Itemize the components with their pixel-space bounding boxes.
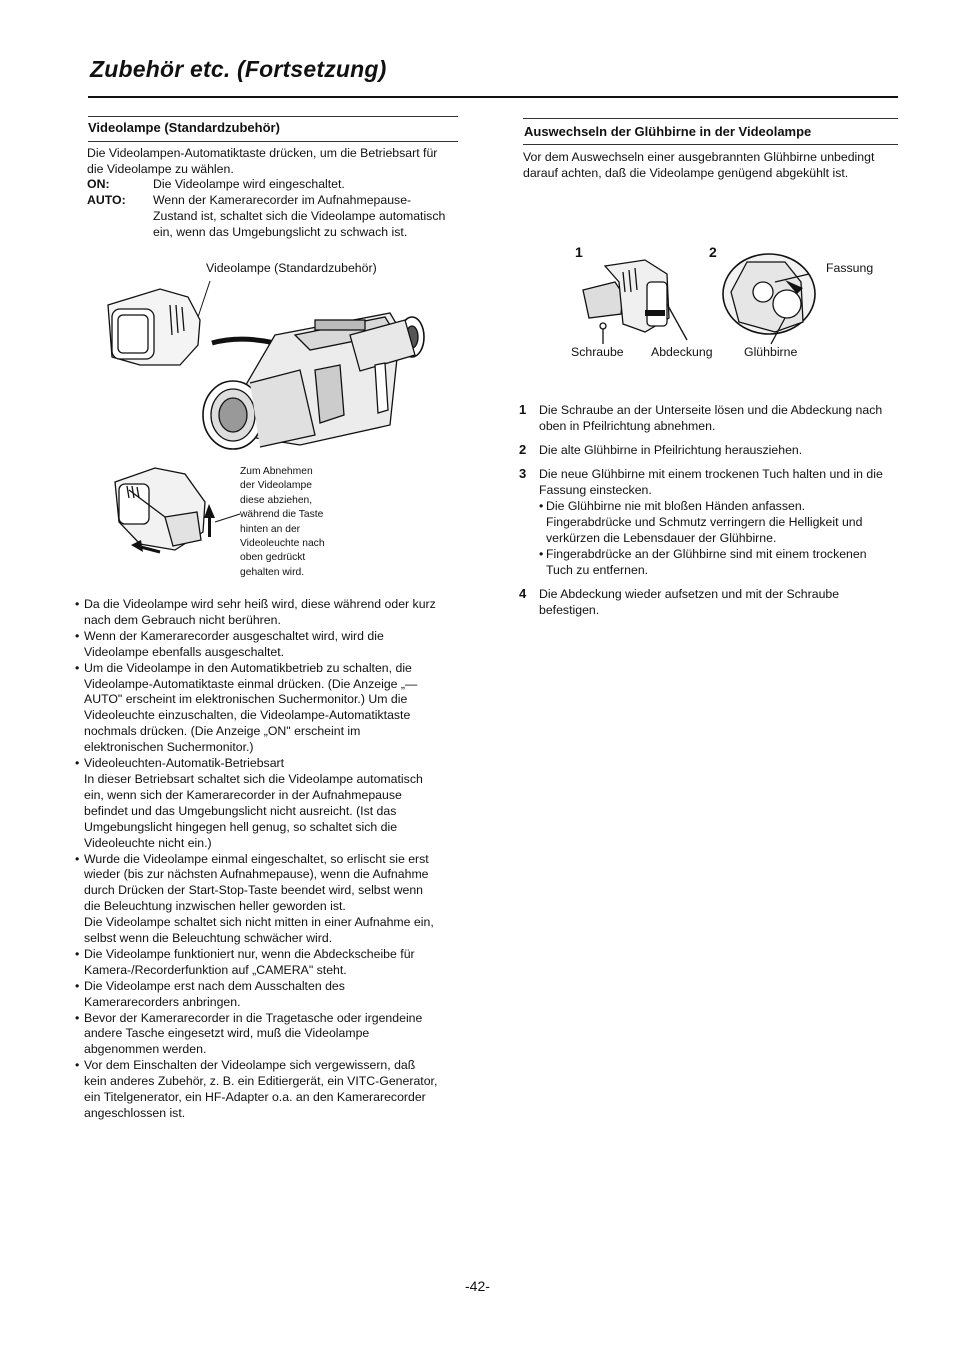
step-sub-item: • Die Glühbirne nie mit bloßen Händen anfassen. Fingerabdrücke und Schmutz verringern die Helligkeit und verkürzen die Lebensdauer der Glühbirne.	[539, 499, 863, 545]
figure-label-videolampe: Videolampe (Standardzubehör)	[206, 261, 377, 275]
section-rule-top	[88, 116, 458, 117]
mode-definitions	[87, 176, 467, 240]
figure-number-1: 1	[575, 244, 583, 260]
caption-line: gehalten wird.	[240, 566, 305, 578]
caption-line: Zum Abnehmen	[240, 466, 313, 477]
page-title: Zubehör etc. (Fortsetzung)	[90, 56, 387, 82]
def-desc: Zustand ist, schaltet sich die Videolampe automatisch	[153, 209, 446, 223]
step-item: 1 Die Schraube an der Unterseite lösen und die Abdeckung nach oben in Pfeilrichtung abnehmen.	[519, 402, 883, 433]
step-sub-item: • Fingerabdrücke an der Glühbirne sind mit einem trockenen Tuch zu entfernen.	[539, 547, 867, 577]
section-rule-top	[523, 118, 898, 119]
caption-line: der Videolampe	[240, 480, 312, 492]
note-extra: In dieser Betriebsart schaltet sich die Videolampe automatisch ein, wenn sich der Kamerarecorder in der Aufnahmepause befindet und das Umgebungslicht nicht ausreicht. (Ist das Umgebungslicht hingegen hell genug, so schaltet sich die Videoleuchte nicht ein.)	[84, 771, 423, 850]
step-number: 3	[519, 466, 527, 481]
note-item: • Vor dem Einschalten der Videolampe sich vergewissern, daß kein anderes Zubehör, z. B. ein Editiergerät, ein VITC-Generator, ein Titelgenerator, ein HF-Adapter o.a. an den Kamerarecorder angeschlossen ist.	[75, 1058, 438, 1120]
left-intro	[87, 145, 467, 177]
camcorder-illustration	[100, 275, 440, 455]
section-heading-videolampe: Videolampe (Standardzubehör)	[88, 120, 280, 135]
note-item: • Wenn der Kamerarecorder ausgeschaltet wird, wird die Videolampe ebenfalls ausgeschaltet.	[75, 628, 384, 659]
intro-line: darauf achten, daß die Videolampe genügend abgekühlt ist.	[523, 166, 849, 180]
def-on	[87, 176, 467, 192]
caption-line: hinten an der	[240, 523, 301, 535]
step-item: 4 Die Abdeckung wieder aufsetzen und mit der Schraube befestigen.	[519, 586, 840, 617]
label-gluehbirne: Glühbirne	[744, 345, 798, 359]
note-item: • Um die Videolampe in den Automatikbetrieb zu schalten, die Videolampe-Automatiktaste einmal drücken. (Die Anzeige „— AUTO" erscheint im elektronischen Suchermonitor.) Um die Videoleuchte einzuschalten, die Videolampe-Automatiktaste nochmals drücken. (Die Anzeige „ON" erscheint im elektronischen Suchermonitor.)	[75, 660, 418, 755]
note-item: • Videoleuchten-Automatik-Betriebsart	[75, 756, 285, 771]
steps-list	[519, 402, 899, 626]
label-fassung: Fassung	[826, 261, 874, 275]
note-item: • Wurde die Videolampe einmal eingeschaltet, so erlischt sie erst wieder (bis zur nächsten Aufnahmepause), wenn die Aufnahme durch Drücken der Start-Stop-Taste beendet wird, selbst wenn die Beleuchtung inzwischen heller geworden ist. Die Videolampe schaltet sich nicht mitten in einer Aufnahme ein, selbst wenn die Beleuchtung schwächer wird.	[75, 851, 434, 946]
step-item: 3 Die neue Glühbirne mit einem trockenen Tuch halten und in die Fassung einstecken. • Die Glühbirne nie mit bloßen Händen anfassen. Fingerabdrücke und Schmutz verringern die Helligkeit und verkürzen die Lebensdauer der Glühbirne. • Fingerabdrücke an der Glühbirne sind mit einem trockenen Tuch zu entfernen.	[519, 466, 883, 577]
note-item: • Da die Videolampe wird sehr heiß wird, diese während oder kurz nach dem Gebrauch nicht berühren.	[75, 597, 436, 627]
label-schraube: Schraube	[571, 345, 624, 359]
def-auto	[87, 192, 467, 240]
notes-list	[75, 597, 455, 1122]
step-number: 2	[519, 442, 527, 457]
caption-line: diese abziehen,	[240, 494, 313, 506]
def-desc: Wenn der Kamerarecorder im Aufnahmepause-	[153, 193, 412, 207]
figure-number-2: 2	[709, 244, 717, 260]
step-number: 1	[519, 402, 527, 417]
section-rule-bottom	[88, 141, 458, 142]
bulb-replacement-illustration	[575, 252, 825, 347]
note-item: • Bevor der Kamerarecorder in die Tragetasche oder irgendeine andere Tasche eingesetzt wird, muß die Videolampe abgenommen werden.	[75, 1010, 423, 1057]
video-lamp-drawing	[108, 289, 200, 365]
right-intro	[523, 149, 903, 181]
caption-line: Videoleuchte nach	[240, 538, 325, 550]
note-item: • Die Videolampe funktioniert nur, wenn die Abdeckscheibe für Kamera-/Recorderfunktion auf „CAMERA" steht.	[75, 946, 415, 977]
caption-line: während die Taste	[240, 509, 324, 521]
page-number: -42-	[465, 1278, 490, 1294]
section-heading-gluehbirne: Auswechseln der Glühbirne in der Videolampe	[524, 124, 812, 139]
note-item: • Die Videolampe erst nach dem Ausschalten des Kamerarecorders anbringen.	[75, 978, 345, 1009]
section-rule-bottom	[523, 144, 898, 145]
detach-caption	[240, 465, 350, 580]
intro-line: Vor dem Auswechseln einer ausgebrannten Glühbirne unbedingt	[523, 150, 875, 164]
intro-line: die Videolampe zu wählen.	[87, 162, 234, 176]
step-number: 4	[519, 586, 527, 601]
intro-line: Die Videolampen-Automatiktaste drücken, um die Betriebsart für	[87, 146, 438, 160]
camcorder-drawing	[203, 313, 424, 449]
title-rule	[88, 96, 898, 98]
def-desc: ein, wenn das Umgebungslicht zu schwach ist.	[153, 225, 408, 239]
def-term: AUTO:	[87, 193, 126, 207]
lamp-detach-illustration	[105, 462, 245, 562]
label-abdeckung: Abdeckung	[651, 345, 713, 359]
step-item: 2 Die alte Glühbirne in Pfeilrichtung herausziehen.	[519, 442, 803, 457]
def-term: ON:	[87, 177, 110, 191]
def-desc: Die Videolampe wird eingeschaltet.	[153, 177, 345, 191]
caption-line: oben gedrückt	[240, 552, 306, 564]
